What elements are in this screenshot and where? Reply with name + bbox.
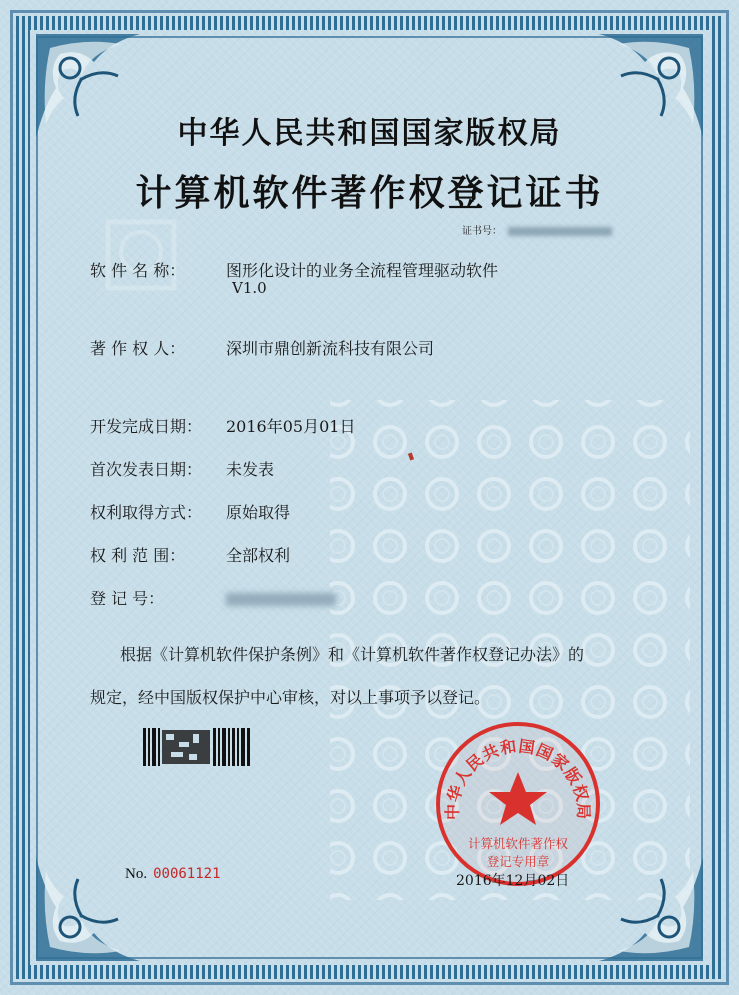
issuing-authority: 中华人民共和国国家版权局: [177, 116, 562, 151]
field-acquisition-method: [90, 500, 290, 523]
field-registration-number: [90, 586, 336, 609]
seal-line-1: 计算机软件著作权: [467, 836, 569, 851]
field-label: 登 记 号：: [90, 589, 165, 608]
redacted-registration-number: [226, 593, 336, 606]
certificate-number: [462, 222, 612, 237]
serial-label: No.: [125, 866, 148, 882]
field-value: 图形化设计的业务全流程管理驱动软件: [226, 261, 499, 280]
field-label: 软 件 名 称：: [90, 261, 186, 280]
corner-ornament-icon: [589, 847, 709, 967]
serial-number: [125, 866, 221, 883]
statement-line-2: 规定，经中国版权保护中心审核，对以上事项予以登记。: [90, 688, 491, 707]
field-value: 深圳市鼎创新流科技有限公司: [226, 339, 435, 358]
field-value: 原始取得: [226, 503, 291, 522]
issue-date: 2016年12月02日: [456, 873, 570, 889]
statement-line-1: 根据《计算机软件保护条例》和《计算机软件著作权登记办法》的: [120, 645, 585, 664]
serial-value: 00061121: [153, 866, 221, 882]
official-seal: [434, 720, 602, 888]
field-value: 未发表: [226, 460, 275, 479]
field-label: 开发完成日期：: [90, 417, 203, 436]
field-completion-date: [90, 414, 355, 437]
field-value: 2016年05月01日: [226, 417, 356, 436]
field-label: 权利取得方式：: [90, 503, 203, 522]
certificate-title: 计算机软件著作权登记证书: [135, 173, 604, 214]
field-software-name: [90, 258, 498, 281]
software-version: V1.0: [232, 279, 267, 297]
field-copyright-owner: [90, 336, 434, 359]
field-rights-scope: [90, 543, 290, 566]
seal-ring-text: 中华人民共和国国家版权局: [442, 736, 594, 821]
redacted-certificate-number: [508, 227, 612, 236]
field-value: 全部权利: [226, 546, 291, 565]
field-label: 权 利 范 围：: [90, 546, 186, 565]
barcode: [143, 728, 251, 766]
seal-line-2: 登记专用章: [486, 854, 550, 869]
field-label: 首次发表日期：: [90, 460, 203, 479]
field-first-publication: [90, 457, 274, 480]
certificate-number-label: 证书号：: [462, 226, 502, 237]
corner-ornament-icon: [30, 847, 150, 967]
field-label: 著 作 权 人：: [90, 339, 186, 358]
